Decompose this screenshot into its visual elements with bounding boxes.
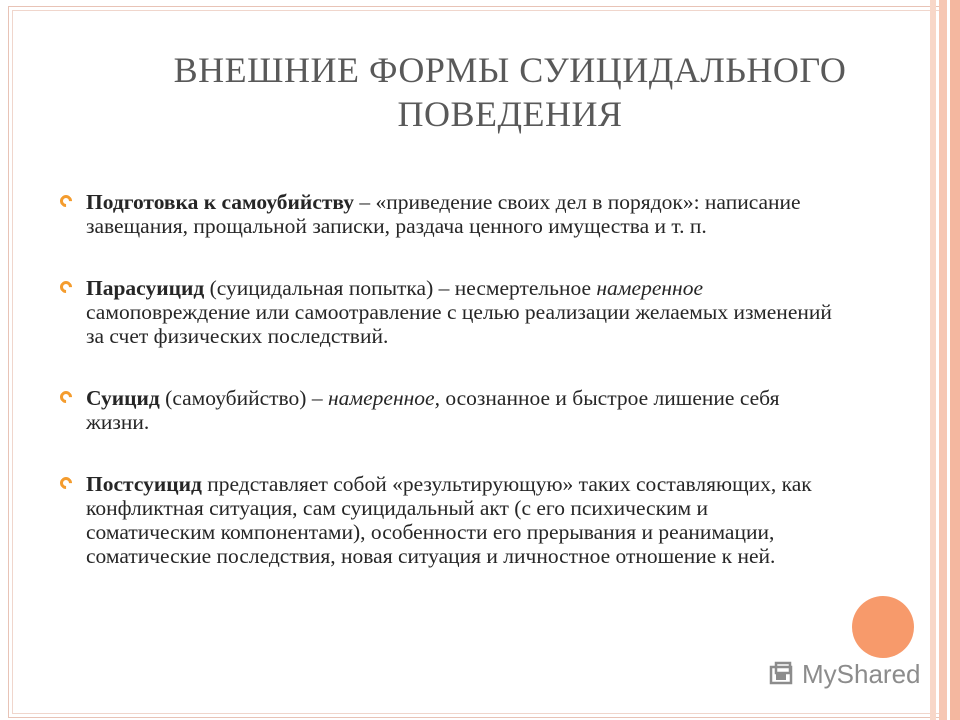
bullet-term: Суицид	[86, 386, 160, 410]
slide-title	[120, 48, 900, 136]
watermark-text: MyShared	[802, 658, 921, 689]
bullet-item	[60, 386, 840, 434]
myshared-logo-icon	[768, 659, 798, 689]
stripe-1	[930, 0, 936, 720]
bullet-item	[60, 190, 840, 238]
bullet-text: (самоубийство) –	[159, 386, 328, 410]
bullet-text: представляет собой «результирующую» таких составляющих, как конфликтная ситуация, сам суицидальный акт (с его психическим и соматическим компонентами), особенности его прерывания и реанимации, соматические последствия, новая ситуация и личностное отношение к ней.	[86, 472, 812, 568]
bullet-term: Парасуицид	[86, 276, 205, 300]
bullet-italic: намеренное,	[327, 386, 440, 410]
bullet-text: (суицидальная попытка) – несмертельное	[204, 276, 597, 300]
stripe-2	[939, 0, 947, 720]
bullet-italic: намеренное	[596, 276, 703, 300]
bullet-icon	[58, 475, 75, 492]
bullet-term: Подготовка к самоубийству	[86, 190, 355, 214]
bullet-icon	[58, 193, 75, 210]
bullet-item	[60, 472, 840, 568]
bullet-text: самоповреждение или самоотравление с целью реализации желаемых изменений за счет физических последствий.	[86, 300, 832, 348]
side-stripes	[930, 0, 960, 720]
bullet-icon	[58, 279, 75, 296]
decorative-circle	[852, 596, 914, 658]
watermark[interactable]	[768, 656, 921, 692]
bullet-list	[60, 190, 840, 568]
title-line-1: ВНЕШНИЕ ФОРМЫ СУИЦИДАЛЬНОГО	[173, 50, 847, 90]
bullet-item	[60, 276, 840, 348]
bullet-text: осознанное и быстрое лишение себя жизни.	[86, 386, 780, 434]
stripe-3	[950, 0, 960, 720]
title-line-2: ПОВЕДЕНИЯ	[397, 94, 623, 134]
bullet-icon	[58, 389, 75, 406]
bullet-term: Постсуицид	[86, 472, 202, 496]
bullet-text: – «приведение своих дел в порядок»: написание завещания, прощальной записки, раздача ценного имущества и т. п.	[86, 190, 801, 238]
